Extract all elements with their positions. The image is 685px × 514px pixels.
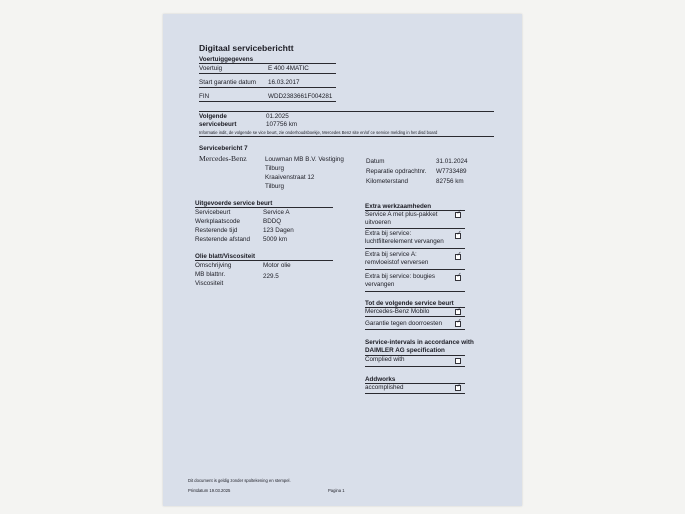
oil-label: MB blattnr. [195, 271, 226, 278]
extra-checkbox[interactable] [455, 251, 462, 260]
divider [365, 291, 465, 292]
extra-checkbox[interactable] [455, 230, 462, 239]
divider [199, 73, 336, 74]
divider [365, 316, 465, 317]
mileage-label: Kilometerstand [366, 178, 408, 185]
check-icon: ✓ [456, 230, 462, 238]
order-label: Reparatie opdrachtnr. [366, 168, 427, 175]
document-title: Digitaal serviceberichtt [199, 43, 294, 53]
performed-value: 123 Dagen [263, 227, 294, 234]
until-next-item: Garantie tegen doorroesten [365, 320, 443, 327]
fin-value: WDD2383661F004281 [268, 93, 333, 100]
divider [365, 329, 465, 330]
dealer-line: Tilburg [265, 183, 285, 190]
divider [199, 87, 336, 88]
performed-value: BDDQ [263, 218, 282, 225]
divider [199, 111, 494, 112]
until-next-checkbox[interactable] [455, 318, 462, 327]
divider [199, 101, 336, 102]
footer-validity-note: Dit document is geldig zonder spoltekening en stempel. [188, 478, 291, 483]
document-page [163, 14, 522, 506]
next-service-label-2: servicebeurt [199, 121, 237, 128]
warranty-value: 16.03.2017 [268, 79, 300, 86]
oil-label: Viscositeit [195, 280, 224, 287]
divider [199, 63, 336, 64]
divider [365, 248, 465, 249]
footer-page-number: Pagina 1 [328, 488, 345, 493]
performed-label: Resterende tijd [195, 227, 238, 234]
brand-logo-text: Mercedes-Benz [199, 154, 247, 163]
extra-item-line: Extra bij service: bougies [365, 273, 435, 280]
extra-heading: Extra werkzaamheden [365, 203, 432, 210]
check-icon: ✓ [456, 306, 462, 314]
oil-heading: Olie blatt/Viscositeit [195, 253, 256, 260]
oil-value: Motor olie [263, 262, 291, 269]
divider [195, 207, 333, 208]
addworks-item: accomplished [365, 384, 404, 391]
extra-item-line: vervangen [365, 281, 395, 288]
check-icon: ✓ [456, 272, 462, 280]
extra-item-line: Extra bij service: [365, 230, 412, 237]
mileage-value: 82756 km [436, 178, 464, 185]
performed-heading: Uitgevoerde service beurt [195, 200, 273, 207]
fin-label: FIN [199, 93, 210, 100]
dealer-line: Louwman MB B.V. Vestiging [265, 156, 344, 163]
performed-value: Service A [263, 209, 290, 216]
addworks-checkbox[interactable] [455, 382, 462, 391]
extra-checkbox[interactable] [455, 209, 462, 218]
intervals-heading-2: DAIMLER AG specification [365, 347, 445, 354]
intervals-checkbox[interactable] [455, 358, 461, 364]
check-icon: ✓ [456, 382, 462, 390]
dealer-line: Kraaivenstraat 12 [265, 174, 315, 181]
extra-checkbox[interactable] [455, 272, 462, 281]
performed-value: 5009 km [263, 236, 288, 243]
performed-label: Servicebeurt [195, 209, 231, 216]
divider [195, 260, 333, 261]
extra-item-line: luchtfilterelement vervangen [365, 238, 444, 245]
extra-item-line: Service A met plus-pakket [365, 211, 438, 218]
extra-item-line: uitvoeren [365, 219, 391, 226]
performed-label: Werkplaatscode [195, 218, 241, 225]
divider [365, 393, 465, 394]
date-value: 31.01.2024 [436, 158, 468, 165]
vehicle-heading: Voertuiggegevens [199, 56, 254, 63]
report-heading: Servicebericht 7 [199, 145, 248, 152]
order-value: W7733489 [436, 168, 467, 175]
until-next-checkbox[interactable] [455, 306, 462, 315]
check-icon: ✓ [456, 209, 462, 217]
vehicle-label: Voertuig [199, 65, 223, 72]
next-service-km: 107756 km [266, 121, 298, 128]
divider [365, 228, 465, 229]
extra-item-line: remvloeistof verversen [365, 259, 429, 266]
next-service-label-1: Volgende [199, 113, 227, 120]
next-service-note: Informatie indit, de volgende se vice beurt, zie onderhoudsboekje, Mercedes Benz site en/of ce service melding in het disd board [199, 130, 438, 135]
footer-print-date: Printdatum 19.03.2025 [188, 488, 231, 493]
check-icon: ✓ [456, 251, 462, 259]
divider [365, 269, 465, 270]
intervals-heading-1: Service-intervals in accordance with [365, 339, 474, 346]
oil-label: Omschrijving [195, 262, 232, 269]
divider [365, 366, 465, 367]
divider [199, 136, 494, 137]
dealer-line: Tilburg [265, 165, 285, 172]
until-next-heading: Tot de volgende service beurt [365, 300, 454, 307]
check-icon: ✓ [456, 318, 462, 326]
until-next-item: Mercedes-Benz Mobilo [365, 308, 430, 315]
vehicle-value: E 400 4MATIC [268, 65, 309, 72]
extra-item-line: Extra bij service A: [365, 251, 417, 258]
date-label: Datum [366, 158, 385, 165]
addworks-heading: Addworks [365, 376, 396, 383]
performed-label: Resterende afstand [195, 236, 250, 243]
warranty-label: Start garantie datum [199, 79, 257, 86]
oil-value: 229.5 [263, 273, 279, 280]
intervals-item: Complied with [365, 356, 405, 363]
next-service-date: 01.2025 [266, 113, 289, 120]
